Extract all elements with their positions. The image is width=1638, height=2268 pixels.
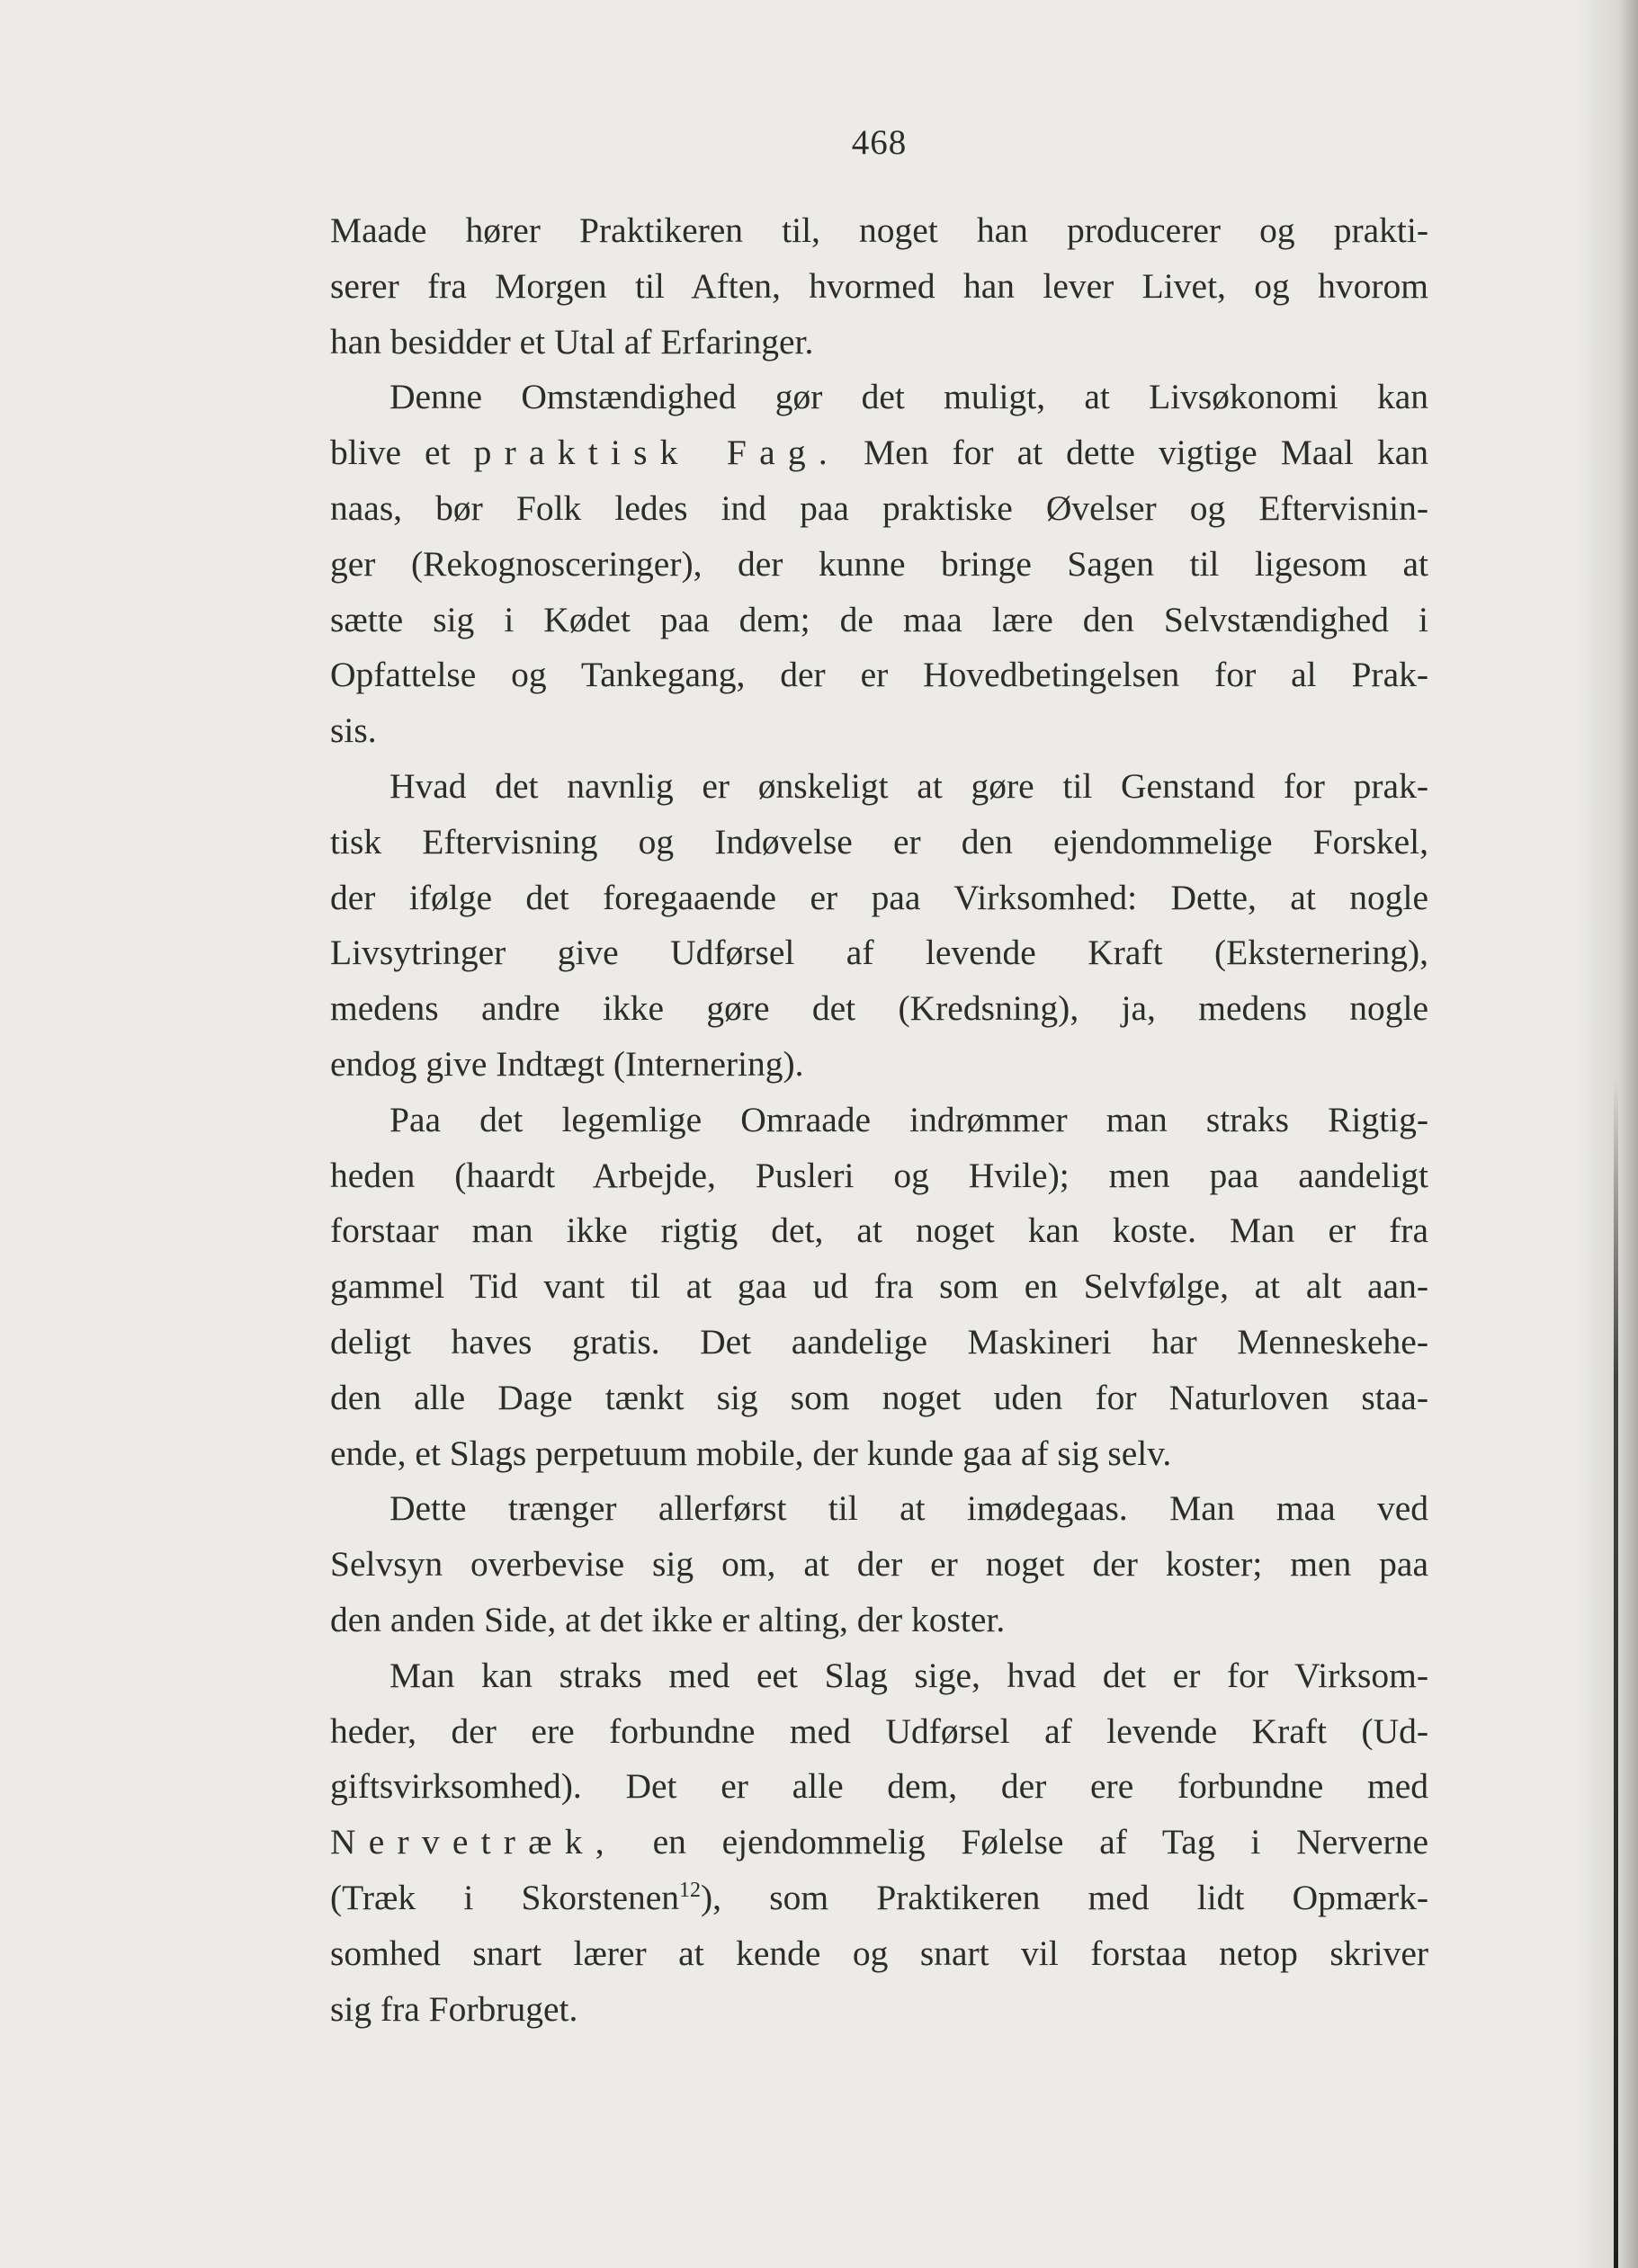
text-line: han besidder et Utal af Erfaringer. xyxy=(330,321,814,362)
text-line: giftsvirksomhed). Det er alle dem, der ere forbundne med xyxy=(330,1766,1428,1807)
text-line: Livsytringer give Udførsel af levende Kraft (Eksternering), xyxy=(330,933,1428,973)
text-line: serer fra Morgen til Aften, hvormed han lever Livet, og hvorom xyxy=(330,265,1428,306)
text-segment: Men for at dette vigtige Maal kan xyxy=(864,433,1428,473)
text-line: heder, der ere forbundne med Udførsel af levende Kraft (Ud- xyxy=(330,1710,1428,1751)
text-line-with-emphasis xyxy=(330,1815,1428,1871)
text-line: ger (Rekognosceringer), der kunne bringe Sagen til ligesom at xyxy=(330,543,1428,584)
text-line: Hvad det navnlig er ønskeligt at gøre til Genstand for prak- xyxy=(389,765,1428,806)
text-line: medens andre ikke gøre det (Kredsning), ja, medens nogle xyxy=(330,988,1428,1029)
text-line: Selvsyn overbevise sig om, at der er noget der koster; men paa xyxy=(330,1544,1428,1585)
text-line: Maade hører Praktikeren til, noget han producerer og prakti- xyxy=(330,210,1428,250)
text-line: heden (haardt Arbejde, Pusleri og Hvile); men paa aandeligt xyxy=(330,1155,1428,1195)
text-line: Denne Omstændighed gør det muligt, at Livsøkonomi kan xyxy=(389,377,1428,417)
text-line: den anden Side, at det ikke er alting, der koster. xyxy=(330,1599,1006,1639)
text-line: deligt haves gratis. Det aandelige Maskineri har Menneskehe- xyxy=(330,1321,1428,1362)
text-line: den alle Dage tænkt sig som noget uden for Naturloven staa- xyxy=(330,1377,1428,1417)
text-line: Paa det legemlige Omraade indrømmer man straks Rigtig- xyxy=(389,1099,1428,1139)
text-line: forstaar man ikke rigtig det, at noget kan koste. Man er fra xyxy=(330,1210,1428,1251)
text-segment: en ejendommelig Følelse af Tag i Nerverne xyxy=(652,1822,1428,1862)
emphasized-text: Nervetræk, xyxy=(330,1822,617,1862)
body-text xyxy=(330,203,1428,2037)
page-number: 468 xyxy=(851,123,908,162)
text-line: sig fra Forbruget. xyxy=(330,1988,578,2029)
text-line: Man kan straks med eet Slag sige, hvad det er for Virksom- xyxy=(389,1655,1428,1695)
text-line: der ifølge det foregaaende er paa Virksomhed: Dette, at nogle xyxy=(330,877,1428,917)
text-line-with-emphasis xyxy=(330,425,1428,481)
text-line: endog give Indtægt (Internering). xyxy=(330,1043,804,1084)
book-binding-edge xyxy=(1614,1079,1618,2268)
text-line-with-footnote xyxy=(330,1871,1428,1926)
text-line: tisk Eftervisning og Indøvelse er den ejendommelige Forskel, xyxy=(330,821,1428,862)
text-line: somhed snart lærer at kende og snart vil forstaa netop skriver xyxy=(330,1933,1428,1973)
text-line: sætte sig i Kødet paa dem; de maa lære den Selvstændighed i xyxy=(330,599,1428,639)
text-segment: ), som Praktikeren med lidt Opmærk- xyxy=(701,1877,1428,1917)
text-segment: blive et xyxy=(330,433,451,473)
text-line: sis. xyxy=(330,710,377,751)
footnote-reference: 12 xyxy=(679,1878,702,1902)
text-segment: (Træk i Skorstenen xyxy=(330,1877,680,1917)
text-line: ende, et Slags perpetuum mobile, der kunde gaa af sig selv. xyxy=(330,1433,1172,1473)
text-line: gammel Tid vant til at gaa ud fra som en Selvfølge, at alt aan- xyxy=(330,1266,1428,1307)
text-line: Dette trænger allerførst til at imødegaas. Man maa ved xyxy=(389,1488,1428,1529)
text-line: Opfattelse og Tankegang, der er Hovedbetingelsen for al Prak- xyxy=(330,655,1428,695)
text-line: naas, bør Folk ledes ind paa praktiske Øvelser og Eftervisnin- xyxy=(330,487,1428,528)
emphasized-text: praktisk Fag. xyxy=(473,433,840,473)
page-edge-shadow xyxy=(1575,0,1638,2268)
